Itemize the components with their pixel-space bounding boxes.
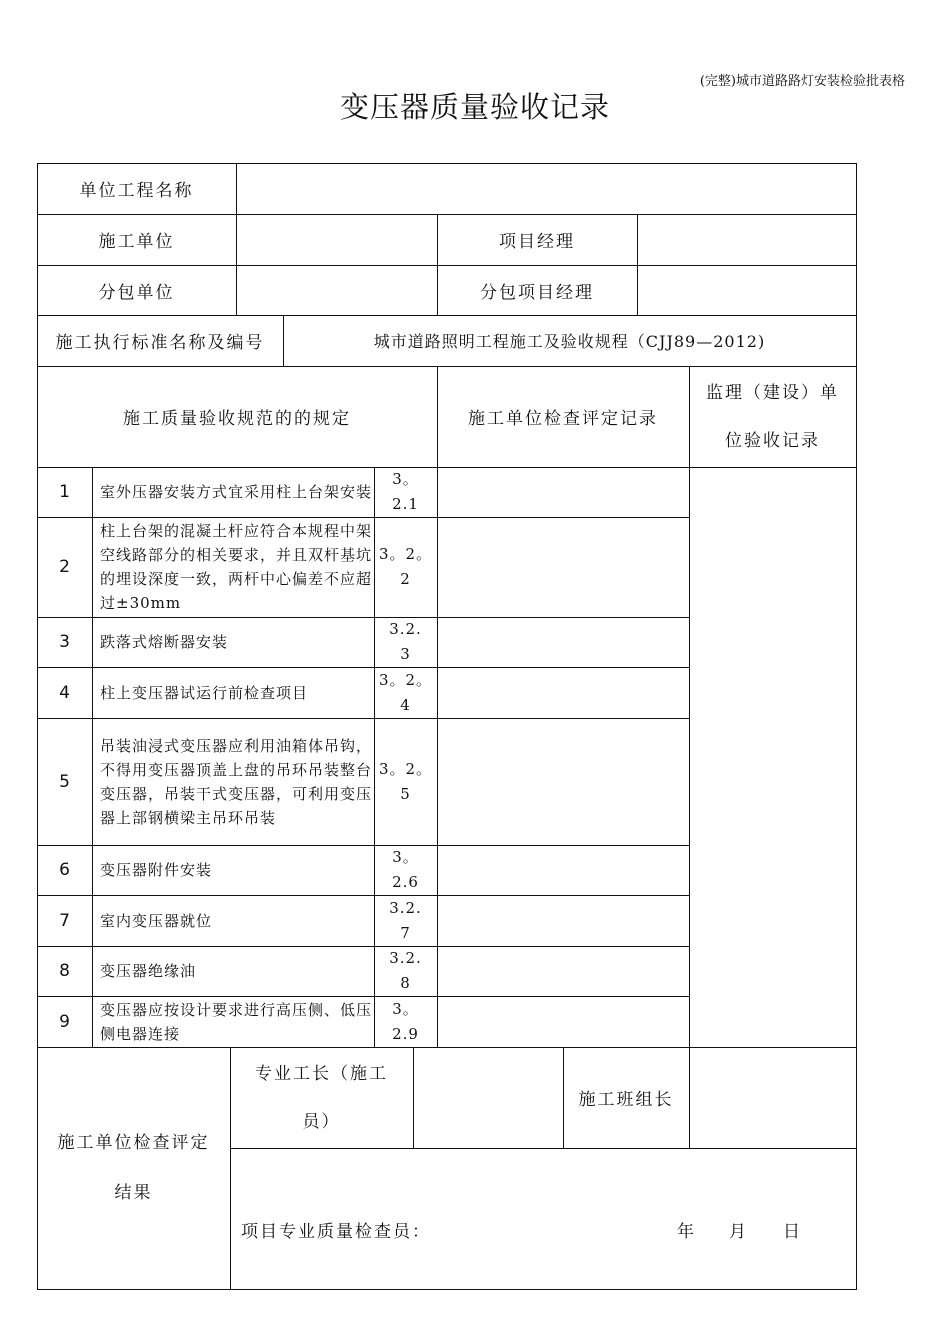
item-clause — [374, 718, 437, 845]
date-year-label: 年 — [677, 1222, 694, 1242]
team-leader-label: 施工班组长 — [578, 1090, 674, 1110]
item-clause — [374, 845, 437, 895]
item-clause — [374, 617, 437, 667]
clause-line2: 5 — [400, 784, 411, 803]
clause-line2: 3 — [400, 645, 411, 663]
clause-line2: 2 — [400, 570, 411, 588]
clause-line2: 2.6 — [392, 873, 419, 891]
item-number: 2 — [59, 557, 70, 577]
clause-line2: 2.1 — [392, 495, 419, 513]
clause-line1: 3。2。 — [378, 759, 433, 778]
clause-line1: 3。 — [392, 999, 419, 1018]
clause-line1: 3.2. — [389, 620, 422, 638]
project-name-label: 单位工程名称 — [79, 181, 194, 201]
item-clause — [374, 895, 437, 946]
date-day-label: 日 — [783, 1222, 800, 1242]
date-month-label: 月 — [729, 1222, 746, 1242]
item-clause — [374, 467, 437, 517]
item-number: 6 — [59, 860, 70, 880]
item-clause — [374, 946, 437, 996]
item-text: 跌落式熔断器安装 — [100, 633, 229, 651]
project-manager-label: 项目经理 — [499, 232, 575, 252]
check-result-line1: 施工单位检查评定 — [57, 1133, 210, 1153]
item-number: 8 — [59, 961, 70, 981]
supervisor-header-line2: 位验收记录 — [725, 430, 820, 451]
clause-line1: 3.2. — [389, 898, 422, 917]
clause-line2: 2.9 — [392, 1024, 419, 1043]
foreman-line2: 员） — [302, 1111, 341, 1132]
item-text: 室内变压器就位 — [100, 911, 213, 930]
item-text: 变压器应按设计要求进行高压侧、低压侧电器连接 — [100, 1000, 373, 1043]
foreman-line1: 专业工长（施工 — [255, 1063, 388, 1084]
supervisor-record-column-header — [689, 366, 856, 467]
item-number: 5 — [59, 771, 70, 792]
contractor-label: 施工单位 — [98, 232, 175, 252]
clause-line1: 3。2。 — [378, 670, 433, 689]
clause-line1: 3。 — [392, 470, 419, 488]
supervisor-header-line1: 监理（建设）单 — [706, 382, 839, 403]
clause-line2: 8 — [400, 974, 411, 992]
item-text: 变压器附件安装 — [100, 861, 213, 879]
clause-line1: 3。 — [392, 848, 419, 866]
item-text: 室外压器安装方式宜采用柱上台架安装 — [100, 483, 373, 501]
quality-inspector-label: 项目专业质量检查员： — [241, 1222, 431, 1242]
item-text: 变压器绝缘油 — [100, 962, 197, 980]
check-result-label — [37, 1047, 230, 1289]
item-number: 9 — [59, 1011, 70, 1032]
item-text: 吊装油浸式变压器应利用油箱体吊钩，不得用变压器顶盖上盘的吊环吊装整台变压器，吊装干式变压器，可利用变压器上部钢横梁主吊环吊装 — [100, 736, 373, 827]
standard-label: 施工执行标准名称及编号 — [55, 333, 265, 353]
item-number: 7 — [59, 910, 70, 931]
item-clause — [374, 517, 437, 617]
clause-line2: 7 — [400, 923, 411, 942]
clause-line2: 4 — [400, 695, 411, 714]
item-clause — [374, 667, 437, 718]
subcontractor-label: 分包单位 — [98, 282, 175, 303]
clause-line1: 3.2. — [389, 949, 422, 967]
check-result-line2: 结果 — [114, 1183, 153, 1203]
clause-line1: 3。2。 — [378, 545, 433, 563]
item-text: 柱上变压器试运行前检查项目 — [100, 683, 309, 702]
header-note: (完整)城市道路路灯安装检验批表格 — [699, 74, 905, 89]
page-title: 变压器质量验收记录 — [339, 90, 610, 124]
item-text: 柱上台架的混凝土杆应符合本规程中架空线路部分的相关要求，并且双杆基坑的埋设深度一致，两杆中心偏差不应超过±30mm — [100, 522, 373, 612]
standard-value: 城市道路照明工程施工及验收规程（CJJ89—2012) — [373, 332, 766, 351]
contractor-record-column-header: 施工单位检查评定记录 — [468, 409, 658, 429]
item-number: 4 — [59, 682, 70, 703]
sub-project-manager-label: 分包项目经理 — [480, 282, 594, 303]
spec-column-header: 施工质量验收规范的的规定 — [123, 409, 351, 429]
foreman-label — [230, 1047, 413, 1148]
item-clause — [374, 996, 437, 1047]
item-number: 3 — [59, 632, 70, 652]
item-number: 1 — [59, 482, 70, 502]
